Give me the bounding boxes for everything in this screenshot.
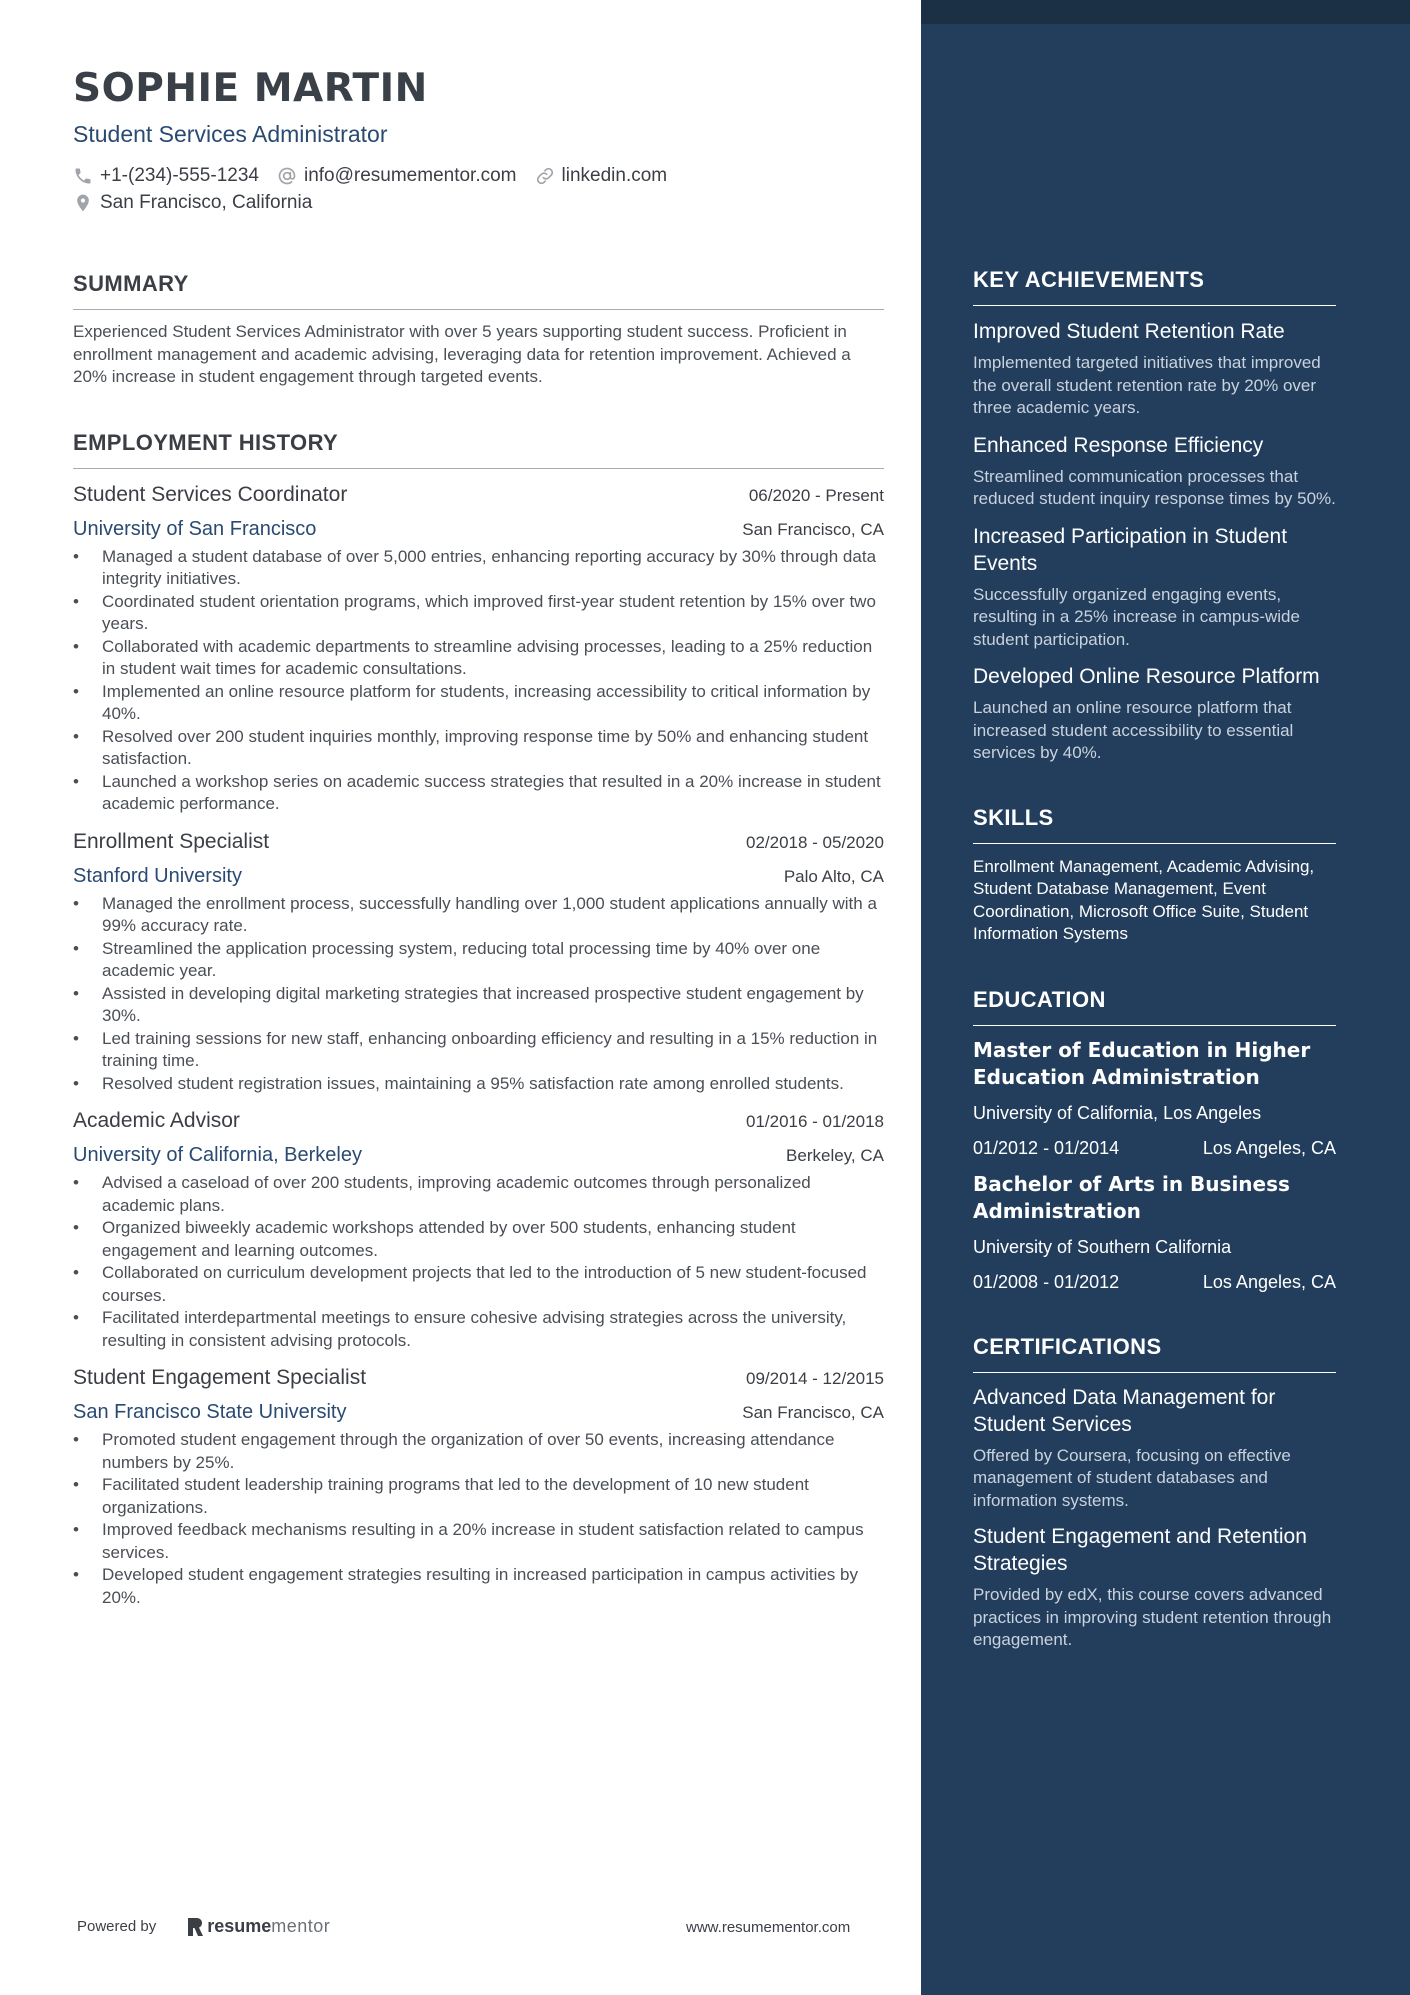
employment-heading: EMPLOYMENT HISTORY bbox=[73, 429, 884, 469]
job-bullet: • Implemented an online resource platform for students, increasing accessibility to critical information by 40%. bbox=[73, 681, 884, 726]
education-degree: Bachelor of Arts in Business Administration bbox=[973, 1171, 1290, 1223]
certifications-list bbox=[973, 1384, 1336, 1652]
skills-text: Enrollment Management, Academic Advising, Student Database Management, Event Coordination, Microsoft Office Suite, Student Information Systems bbox=[973, 856, 1315, 943]
job-organization: University of California, Berkeley bbox=[73, 1144, 362, 1166]
job-location: Palo Alto, CA bbox=[783, 866, 884, 886]
certification-title: Advanced Data Management for Student Services bbox=[973, 1385, 1276, 1436]
job-bullet: • Improved feedback mechanisms resulting in a 20% increase in student satisfaction related to campus services. bbox=[73, 1519, 884, 1564]
job-organization: University of San Francisco bbox=[73, 517, 317, 540]
certification-item bbox=[973, 1523, 1336, 1652]
candidate-name: SOPHIE MARTIN bbox=[73, 66, 428, 111]
education-list bbox=[973, 1037, 1336, 1294]
contact-row bbox=[73, 163, 884, 189]
job-header bbox=[73, 1364, 884, 1392]
skills-heading: SKILLS bbox=[973, 804, 1336, 844]
email-text: info@resumementor.com bbox=[303, 165, 517, 186]
linkedin-text: linkedin.com bbox=[561, 165, 668, 186]
sidebar-top-bar bbox=[921, 0, 1410, 24]
job-bullets bbox=[73, 546, 884, 816]
job-entry bbox=[73, 1107, 884, 1352]
resumementor-logo-icon bbox=[186, 1917, 204, 1937]
job-bullet: • Resolved over 200 student inquiries monthly, improving response time by 50% and enhancing student satisfaction. bbox=[73, 726, 884, 771]
education-item bbox=[973, 1171, 1336, 1294]
education-dates: 01/2012 - 01/2014 bbox=[973, 1137, 1120, 1158]
achievements-list bbox=[973, 318, 1336, 765]
job-bullet: • Collaborated on curriculum development projects that led to the introduction of 5 new student-focused courses. bbox=[73, 1262, 884, 1307]
job-title: Academic Advisor bbox=[73, 1109, 240, 1132]
email-contact[interactable] bbox=[277, 163, 517, 189]
map-pin-icon bbox=[73, 193, 93, 213]
education-dates: 01/2008 - 01/2012 bbox=[973, 1271, 1120, 1292]
certifications-heading: CERTIFICATIONS bbox=[973, 1333, 1336, 1373]
job-bullet: • Advised a caseload of over 200 students, improving academic outcomes through personalized academic plans. bbox=[73, 1172, 884, 1217]
job-dates: 09/2014 - 12/2015 bbox=[745, 1369, 884, 1388]
achievement-title: Enhanced Response Efficiency bbox=[973, 433, 1264, 457]
job-bullet: • Facilitated student leadership training programs that led to the development of 10 new student organizations. bbox=[73, 1474, 884, 1519]
job-bullet: • Promoted student engagement through the organization of over 50 events, increasing attendance numbers by 25%. bbox=[73, 1429, 884, 1474]
job-entry bbox=[73, 481, 884, 816]
powered-by-label: Powered by bbox=[77, 1918, 157, 1935]
achievements-heading: KEY ACHIEVEMENTS bbox=[973, 266, 1336, 306]
sidebar bbox=[921, 0, 1410, 1995]
achievement-item bbox=[973, 318, 1336, 420]
job-bullet: • Assisted in developing digital marketing strategies that increased prospective student engagement by 30%. bbox=[73, 983, 884, 1028]
education-school: University of California, Los Angeles bbox=[973, 1102, 1262, 1123]
achievement-item bbox=[973, 523, 1336, 652]
employment-list bbox=[73, 481, 884, 1610]
brand-logo[interactable] bbox=[186, 1916, 330, 1937]
certification-description: Offered by Coursera, focusing on effective management of student databases and information systems. bbox=[973, 1445, 1291, 1510]
certification-item bbox=[973, 1384, 1336, 1513]
summary-heading: SUMMARY bbox=[73, 270, 884, 310]
link-icon bbox=[535, 166, 555, 186]
job-bullet: • Coordinated student orientation programs, which improved first-year student retention by 15% over two years. bbox=[73, 591, 884, 636]
achievement-description: Implemented targeted initiatives that improved the overall student retention rate by 20% over three academic years. bbox=[973, 353, 1321, 417]
job-organization: Stanford University bbox=[73, 864, 242, 887]
job-bullet: • Developed student engagement strategies resulting in increased participation in campus activities by 20%. bbox=[73, 1564, 884, 1609]
summary-text: Experienced Student Services Administrator with over 5 years supporting student success. Proficient in enrollment management and academic advising, leveraging data for retention improvement. Achieved a 20% increase in student engagement through targeted events. bbox=[73, 322, 851, 386]
job-bullet: • Organized biweekly academic workshops attended by over 500 students, enhancing student engagement and learning outcomes. bbox=[73, 1217, 884, 1262]
job-dates: 06/2020 - Present bbox=[748, 485, 884, 505]
job-subheader bbox=[73, 1142, 884, 1168]
achievement-item bbox=[973, 663, 1336, 765]
candidate-role: Student Services Administrator bbox=[73, 121, 388, 147]
footer-website[interactable]: www.resumementor.com bbox=[686, 1919, 851, 1936]
job-subheader bbox=[73, 1399, 884, 1425]
job-subheader bbox=[73, 516, 884, 542]
job-bullet: • Managed the enrollment process, successfully handling over 1,000 student applications annually with a 99% accuracy rate. bbox=[73, 893, 884, 938]
job-header bbox=[73, 828, 884, 856]
job-title: Student Engagement Specialist bbox=[73, 1366, 367, 1389]
at-icon bbox=[277, 166, 297, 186]
achievement-title: Developed Online Resource Platform bbox=[973, 665, 1320, 688]
achievement-title: Increased Participation in Student Events bbox=[973, 524, 1288, 575]
certification-description: Provided by edX, this course covers advanced practices in improving student retention through engagement. bbox=[973, 1585, 1332, 1649]
job-entry bbox=[73, 1364, 884, 1609]
job-header bbox=[73, 1107, 884, 1135]
footer-powered bbox=[77, 1916, 330, 1937]
job-title: Enrollment Specialist bbox=[73, 829, 270, 853]
education-meta bbox=[973, 1136, 1336, 1160]
job-location: Berkeley, CA bbox=[786, 1146, 884, 1165]
location-text: San Francisco, California bbox=[100, 192, 313, 213]
phone-contact[interactable] bbox=[73, 163, 259, 189]
job-bullets bbox=[73, 893, 884, 1096]
brand-name-part2: mentor bbox=[271, 1916, 331, 1936]
job-organization: San Francisco State University bbox=[73, 1401, 347, 1423]
job-header bbox=[73, 481, 884, 509]
job-bullet: • Launched a workshop series on academic success strategies that resulted in a 20% increase in student academic performance. bbox=[73, 771, 884, 816]
job-bullet: • Collaborated with academic departments to streamline advising processes, leading to a 25% reduction in student wait times for academic consultations. bbox=[73, 636, 884, 681]
location-row bbox=[73, 190, 884, 216]
job-dates: 02/2018 - 05/2020 bbox=[745, 832, 884, 852]
job-location: San Francisco, CA bbox=[742, 1403, 884, 1422]
phone-icon bbox=[73, 166, 93, 186]
education-location: Los Angeles, CA bbox=[1202, 1271, 1336, 1292]
job-title: Student Services Coordinator bbox=[73, 482, 348, 506]
job-bullet: • Resolved student registration issues, maintaining a 95% satisfaction rate among enrolled students. bbox=[73, 1073, 884, 1096]
education-school: University of Southern California bbox=[973, 1236, 1232, 1257]
achievement-description: Launched an online resource platform that increased student accessibility to essential services by 40%. bbox=[973, 698, 1294, 762]
achievement-item bbox=[973, 432, 1336, 511]
education-location: Los Angeles, CA bbox=[1202, 1137, 1336, 1158]
achievement-title: Improved Student Retention Rate bbox=[973, 320, 1285, 343]
job-bullet: • Managed a student database of over 5,000 entries, enhancing reporting accuracy by 30% through data integrity initiatives. bbox=[73, 546, 884, 591]
education-heading: EDUCATION bbox=[973, 986, 1336, 1026]
achievement-description: Streamlined communication processes that reduced student inquiry response times by 50%. bbox=[973, 466, 1336, 508]
education-item bbox=[973, 1037, 1336, 1160]
brand-name-part1: resume bbox=[207, 1916, 272, 1936]
education-meta bbox=[973, 1270, 1336, 1294]
job-entry bbox=[73, 828, 884, 1096]
job-bullet: • Facilitated interdepartmental meetings to ensure cohesive advising strategies across the university, resulting in consistent advising protocols. bbox=[73, 1307, 884, 1352]
phone-text: +1-(234)-555-1234 bbox=[100, 165, 259, 186]
education-degree: Master of Education in Higher Education Administration bbox=[973, 1037, 1311, 1089]
job-bullet: • Led training sessions for new staff, enhancing onboarding efficiency and resulting in a 15% reduction in training time. bbox=[73, 1028, 884, 1073]
achievement-description: Successfully organized engaging events, resulting in a 25% increase in campus-wide student participation. bbox=[973, 584, 1300, 649]
job-location: San Francisco, CA bbox=[742, 519, 884, 539]
job-subheader bbox=[73, 863, 884, 889]
job-bullet: • Streamlined the application processing system, reducing total processing time by 40% over one academic year. bbox=[73, 938, 884, 983]
job-bullets bbox=[73, 1429, 884, 1609]
location-contact bbox=[73, 190, 312, 216]
linkedin-contact[interactable] bbox=[535, 163, 668, 189]
job-bullets bbox=[73, 1172, 884, 1352]
job-dates: 01/2016 - 01/2018 bbox=[745, 1112, 884, 1131]
certification-title: Student Engagement and Retention Strategies bbox=[973, 1525, 1307, 1575]
